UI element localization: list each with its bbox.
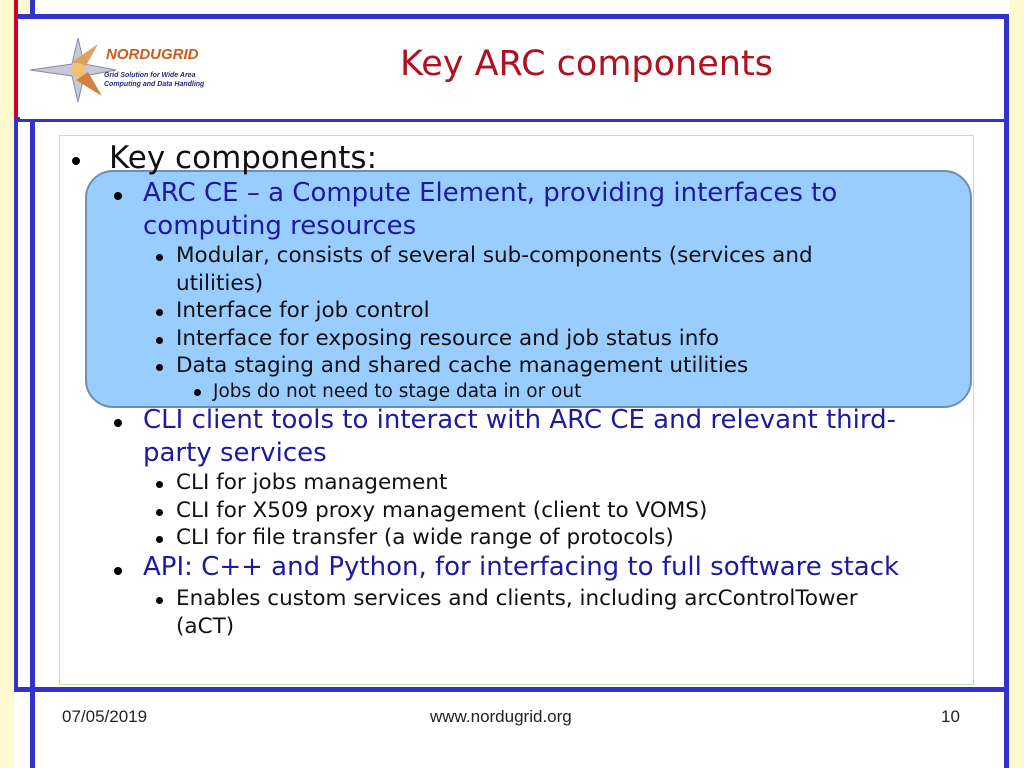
- right-cream-strip: [1009, 0, 1024, 768]
- cli-line-1: [143, 405, 896, 435]
- page-title: Key ARC components: [400, 44, 773, 84]
- left-cream-strip: [0, 0, 14, 768]
- arc-ce-sub-3: Interface for exposing resource and job status info: [176, 326, 720, 351]
- bullet-icon: [156, 364, 163, 371]
- top-white: [35, 0, 1024, 14]
- logo-tagline-1: Grid Solution for Wide Area: [104, 72, 196, 79]
- api-sub-1: Enables custom services and clients, including arcControlTower: [176, 586, 858, 611]
- bullet-icon: [156, 337, 163, 344]
- bullet-icon: [156, 309, 163, 316]
- page-number: 10: [941, 707, 960, 726]
- cli-sub-3: CLI for file transfer (a wide range of protocols): [176, 525, 674, 550]
- bullet-icon: [72, 157, 80, 165]
- arc-ce-line-2: computing resources: [143, 211, 417, 241]
- bullet-icon: [114, 567, 122, 575]
- bullet-icon: [194, 389, 201, 396]
- cli-sub-2: CLI for X509 proxy management (client to VOMS): [176, 498, 708, 523]
- arc-ce-subsub: Jobs do not need to stage data in or out: [213, 381, 582, 402]
- components-heading: Key components:: [109, 140, 378, 176]
- api-line-1: [143, 552, 899, 582]
- logo-tagline-2: Computing and Data Handling: [104, 81, 205, 88]
- arc-ce-sub-4: Data staging and shared cache management utilities: [176, 353, 749, 378]
- footer-url[interactable]: www.nordugrid.org: [430, 707, 572, 726]
- cli-desc: client tools to interact with ARC CE and relevant third-: [183, 405, 896, 435]
- bullet-icon: [156, 509, 163, 516]
- bullet-icon: [156, 254, 163, 261]
- logo-name: NORDUGRID: [106, 46, 199, 63]
- cli-keyword: CLI: [143, 405, 184, 435]
- footer-date: 07/05/2019: [62, 707, 148, 726]
- api-desc: : C++ and Python, for interfacing to full software stack: [184, 552, 900, 582]
- bullet-icon: [156, 536, 163, 543]
- bullet-icon: [156, 481, 163, 488]
- arc-ce-sub-2: Interface for job control: [176, 298, 430, 323]
- arc-ce-keyword: ARC CE: [143, 178, 239, 208]
- arc-ce-sub-1: Modular, consists of several sub-components (services and: [176, 243, 813, 268]
- left-blue-bar-1: [14, 120, 18, 690]
- arc-ce-line-1: [143, 178, 837, 208]
- cli-line-2: party services: [143, 438, 327, 468]
- api-sub-1-cont: (aCT): [176, 614, 235, 639]
- footer-top-bar: [14, 687, 1009, 692]
- arc-ce-desc: – a Compute Element, providing interfaces to: [238, 178, 838, 208]
- bullet-icon: [114, 419, 122, 427]
- api-keyword: API: [143, 552, 185, 582]
- cli-sub-1: CLI for jobs management: [176, 470, 448, 495]
- arc-ce-sub-1-cont: utilities): [176, 271, 264, 296]
- bullet-icon: [156, 597, 163, 604]
- bullet-icon: [114, 192, 122, 200]
